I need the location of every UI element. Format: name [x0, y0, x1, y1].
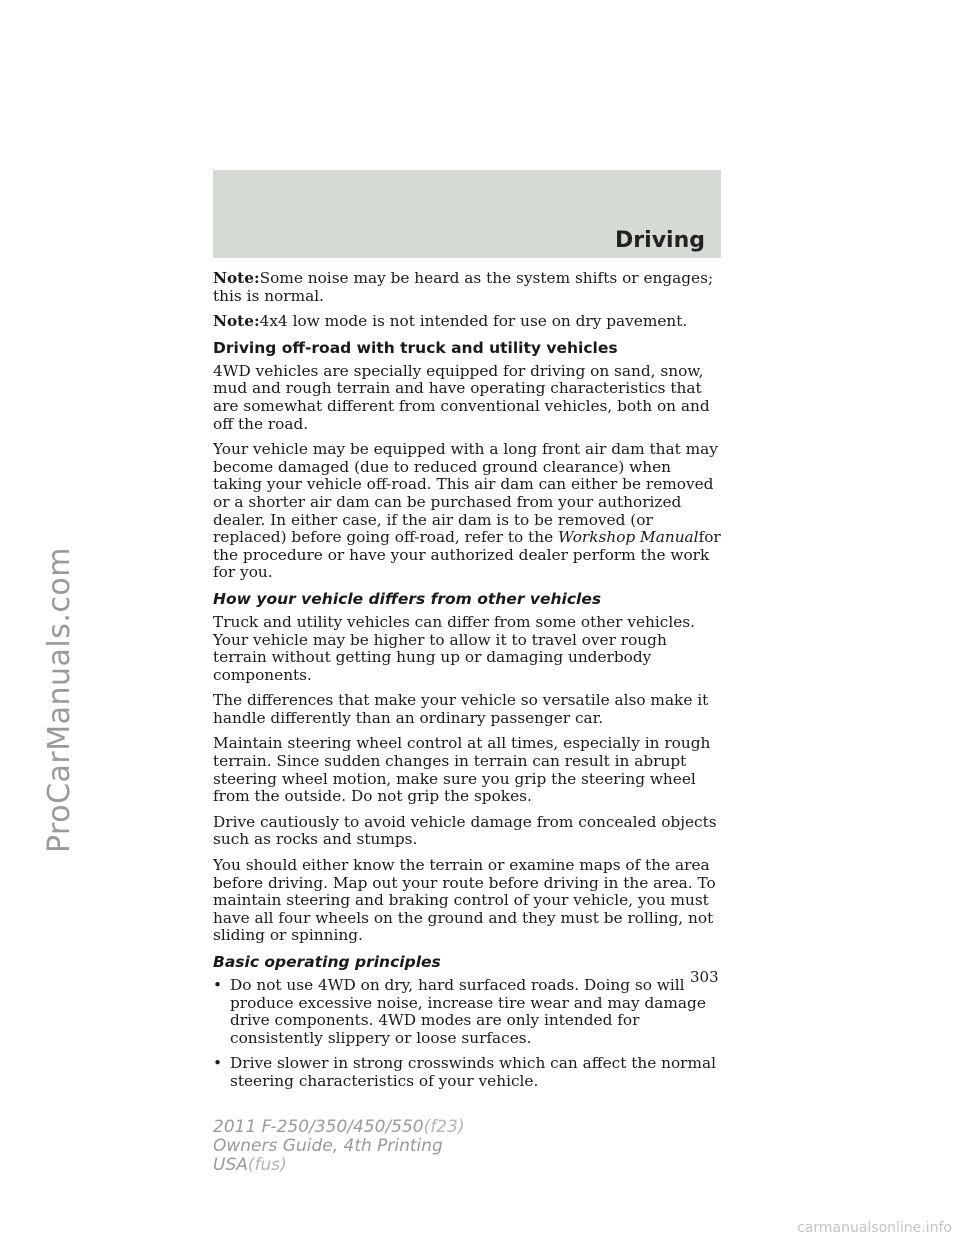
note-2: Note:4x4 low mode is not intended for use on dry pavement.	[213, 312, 688, 331]
paragraph-air-dam: Your vehicle may be equipped with a long front air dam that may become damaged (due to reduced ground clearance) when taking your vehicle off-road. This air dam can either be removed or a shorter air dam can be purchased from your authorized dealer. In either case, if the air dam is to be removed (or replaced) before going off-road, refer to the Workshop Manualfor the procedure or have your authorized dealer perform the work for you.	[213, 440, 721, 582]
list-item: • Do not use 4WD on dry, hard surfaced roads. Doing so will produce excessive noise, increase tire wear and may damage drive components. 4WD modes are only intended for consistently slippery or loose surfaces.	[213, 976, 706, 1047]
footer-line-2: Owners Guide, 4th Printing	[213, 1136, 443, 1156]
paragraph: You should either know the terrain or examine maps of the area before driving. Map out your route before driving in the area. To maintain steering and braking control of your vehicle, you must have all four wheels on the ground and they must be rolling, not sliding or spinning.	[213, 856, 716, 945]
footer	[213, 1118, 465, 1175]
section-title: Driving	[615, 228, 705, 253]
bullet-icon: •	[213, 976, 223, 994]
page-number: 303	[690, 968, 719, 986]
principles-list	[213, 977, 723, 1091]
page-content	[213, 270, 723, 1099]
paragraph: Maintain steering wheel control at all times, especially in rough terrain. Since sudden changes in terrain can result in abrupt steering wheel motion, make sure you grip the steering wheel from the outside. Do not grip the spokes.	[213, 734, 711, 806]
list-item: • Drive slower in strong crosswinds which can affect the normal steering characteristics of your vehicle.	[213, 1054, 717, 1090]
workshop-manual-reference: Workshop Manual	[558, 528, 699, 547]
paragraph: Drive cautiously to avoid vehicle damage from concealed objects such as rocks and stumps.	[213, 812, 717, 849]
bullet-icon: •	[213, 1054, 223, 1073]
watermark-text: ProCarManuals.com	[42, 546, 77, 854]
footer-line-1: 2011 F-250/350/450/550(f23)	[213, 1117, 465, 1137]
note-1: Note:Some noise may be heard as the system shifts or engages; this is normal.	[213, 269, 714, 305]
heading-differs: How your vehicle differs from other vehicles	[213, 589, 602, 608]
watermark	[0, 0, 77, 1242]
heading-principles: Basic operating principles	[213, 953, 441, 971]
section-header-band	[213, 170, 721, 258]
heading-offroad: Driving off-road with truck and utility vehicles	[213, 338, 618, 357]
paragraph: 4WD vehicles are specially equipped for driving on sand, snow, mud and rough terrain and have operating characteristics that are somewhat different from conventional vehicles, both on and off the road.	[213, 361, 710, 433]
site-url: carmanualsonline.info	[797, 1220, 952, 1236]
paragraph: The differences that make your vehicle so versatile also make it handle differently than an ordinary passenger car.	[213, 691, 709, 727]
footer-line-3: USA(fus)	[213, 1155, 287, 1175]
paragraph: Truck and utility vehicles can differ from some other vehicles. Your vehicle may be higher to allow it to travel over rough terrain without getting hung up or damaging underbody components.	[213, 612, 695, 684]
